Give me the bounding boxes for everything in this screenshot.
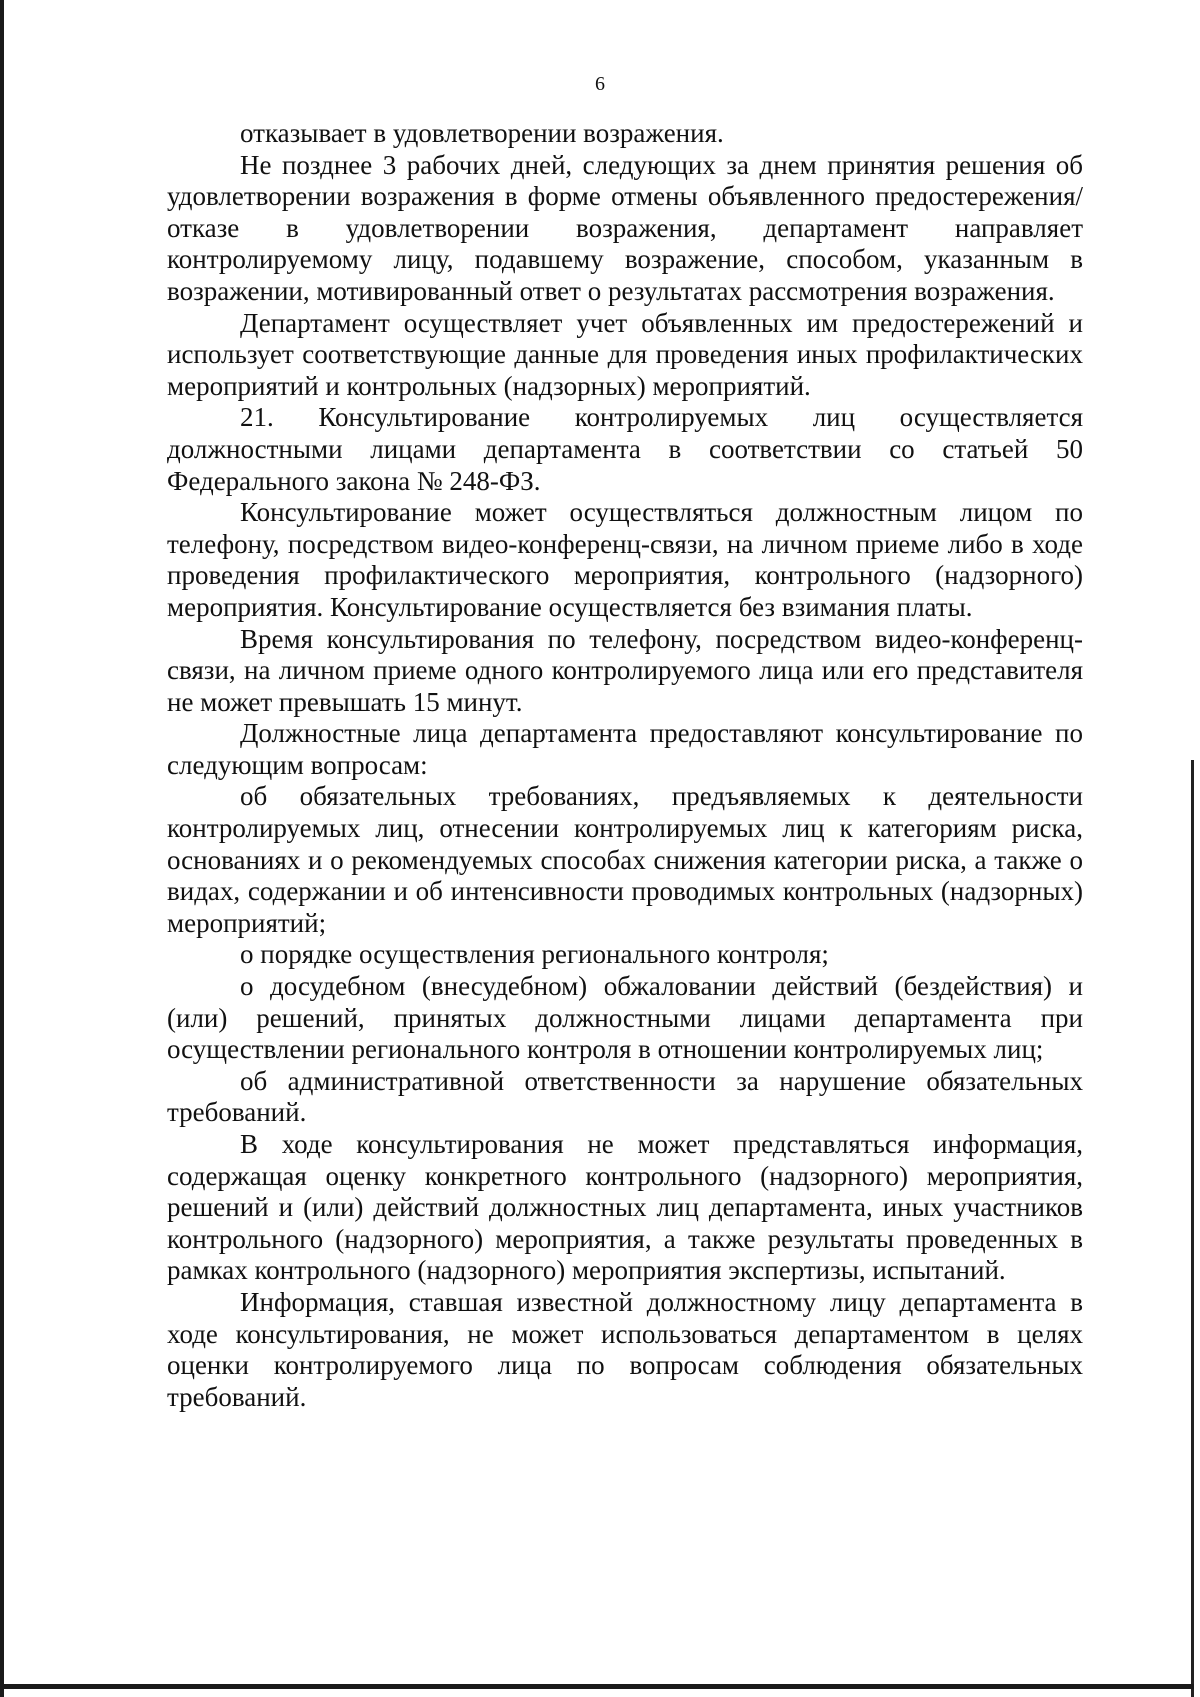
paragraph: отказывает в удовлетворении возражения. — [240, 118, 724, 148]
document-body — [167, 118, 1083, 1413]
page-number: 6 — [595, 73, 605, 95]
list-item: о порядке осуществления регионального контроля; — [240, 939, 829, 970]
paragraph: Время консультирования по телефону, посредством видео-конференц-связи, на личном приеме одного контролируемого лица или его представителя не может превышать 15 минут. — [167, 623, 1083, 717]
scan-border-left — [0, 0, 4, 1697]
paragraph: В ходе консультирования не может представляться информация, содержащая оценку конкретного контрольного (надзорного) мероприятия, решений и (или) действий должностных лиц департамента, иных участников контрольного (надзорного) мероприятия, а также результаты проведенных в рамках контрольного (надзорного) мероприятия экспертизы, испытаний. — [167, 1129, 1083, 1286]
paragraph: Департамент осуществляет учет объявленных им предостережений и использует соответствующие данные для проведения иных профилактических мероприятий и контрольных (надзорных) мероприятий. — [167, 307, 1083, 401]
list-item: об обязательных требованиях, предъявляемых к деятельности контролируемых лиц, отнесении контролируемых лиц к категориям риска, основаниях и о рекомендуемых способах снижения категории риска, а также о видах, содержании и об интенсивности проводимых контрольных (надзорных) мероприятий; — [167, 781, 1083, 938]
list-item: о досудебном (внесудебном) обжаловании действий (бездействия) и (или) решений, принятых должностными лицами департамента при осуществлении регионального контроля в отношении контролируемых лиц; — [167, 971, 1083, 1065]
paragraph: Информация, ставшая известной должностному лицу департамента в ходе консультирования, не может использоваться департаментом в целях оценки контролируемого лица по вопросам соблюдения обязательных требований. — [167, 1286, 1083, 1412]
paragraph: Не позднее 3 рабочих дней, следующих за днем принятия решения об удовлетворении возражения в форме отмены объявленного предостережения/ отказе в удовлетворении возражения, департамент направляет контролируемому лицу, подавшему возражение, способом, указанным в возражении, мотивированный ответ о результатах рассмотрения возражения. — [167, 149, 1083, 306]
scan-border-bottom — [0, 1684, 1194, 1689]
paragraph-item-21: 21. Консультирование контролируемых лиц осуществляется должностными лицами департамента в соответствии со статьей 50 Федерального закона № 248-ФЗ. — [167, 402, 1083, 496]
list-item: об административной ответственности за нарушение обязательных требований. — [167, 1065, 1083, 1128]
paragraph: Консультирование может осуществляться должностным лицом по телефону, посредством видео-конференц-связи, на личном приеме либо в ходе проведения профилактического мероприятия, контрольного (надзорного) мероприятия. Консультирование осуществляется без взимания платы. — [167, 497, 1083, 622]
paragraph: Должностные лица департамента предоставляют консультирование по следующим вопросам: — [167, 718, 1083, 780]
scan-border-right — [1191, 760, 1194, 1697]
